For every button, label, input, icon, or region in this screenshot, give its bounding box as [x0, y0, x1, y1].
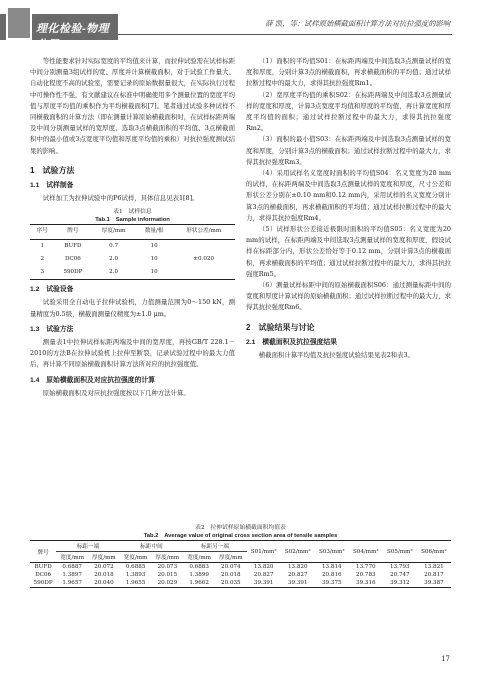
table1-cell: 1: [40, 242, 44, 249]
section-1-3-text: 测量表1中拉伸试样标距两端及中间的宽厚度，再按GB/T 228.1－2010的方法B在拉伸试验机上拉伸至断裂，记录试验过程中的最大力值后，再计算不同原始横截面积计算方法所对应的抗拉强度值。: [30, 338, 235, 369]
table1-cell: DC06: [64, 255, 81, 262]
journal-logo-text: 理化检验-物理分册: [36, 23, 110, 51]
table1: [30, 224, 235, 280]
table2-caption: [30, 524, 451, 540]
table1-cell: 2: [40, 255, 44, 262]
table2-cell: 590DP: [33, 580, 53, 586]
table2-area-header: S03/mm²: [318, 548, 345, 555]
table-row: [30, 579, 451, 588]
table2-group-header: 标距中间: [120, 541, 183, 552]
table2: [30, 540, 451, 588]
table2-cell: BUFD: [34, 564, 52, 570]
table1-header: 厚度/mm: [101, 228, 126, 235]
table-row: [30, 266, 235, 280]
table2-cell: 20.018: [94, 572, 114, 578]
method-4-paragraph: （4）采用试样名义宽度时面积的平均值S04：名义宽度为20 mm的试样，在标距两端及中间选取3点测量试样的宽度和厚度，尺寸公差和形状公差分别在±0.10 mm和0.12 mm内，采用试样的名义宽度分别计算3点的横截面积，再求横截面积的平均值；通过试样拉断过程中的最大力，求得其抗拉强度Rm4。: [246, 169, 451, 222]
logo-mark: [6, 6, 32, 40]
section-1-3-title: 1.3 试验方法: [30, 325, 74, 333]
table1-cell: [172, 266, 235, 280]
method-6-paragraph: （6）测量试样标距中间的原始横截面积S06：通过测量标距中间的宽度和厚度计算试样的原始横截面积；通过试样拉断过程中的最大力，求得其抗拉强度Rm6。: [246, 281, 451, 312]
section-1-1-title: 1.1 试样制备: [30, 182, 74, 190]
section-1-title: 1 试验方法: [30, 165, 75, 175]
table2-title-en: Tab.2 Average value of original cross section area of tensile samples: [143, 533, 338, 539]
table1-caption: [30, 208, 235, 224]
table-row: [30, 563, 451, 572]
header-rule: [118, 34, 452, 35]
table2-cell: 13.821: [424, 564, 444, 570]
table2-sub-header: 厚度/mm: [92, 555, 116, 561]
journal-logo: [0, 14, 118, 51]
table1-title-en: Tab.1 Sample information: [95, 217, 170, 224]
table2-cell: 20.015: [157, 572, 178, 578]
method-5-paragraph: （5）试样形状公差接近极限时面积的平均值S05：名义宽度为20 mm的试样，在标距两端及中间选取3点测量试样的宽度和厚度，假设试样在标距部分内，形状公差恰好等于0.12 mm，分别计算3点的横截面积，再求横截面积的平均值；通过试样拉断过程中的最大力，求得其抗拉强度Rm5。: [246, 225, 451, 278]
page-number: 17: [441, 655, 450, 663]
table2-cell: 0.6883: [189, 564, 209, 570]
table2-cell: 13.820: [287, 564, 308, 570]
table2-cell: 13.820: [253, 564, 274, 570]
table2-header-grade: 牌号: [37, 549, 49, 556]
table2-cell: 20.783: [356, 572, 376, 578]
table2-cell: 20.029: [157, 580, 178, 586]
section-1-2-title: 1.2 试验设备: [30, 286, 74, 294]
section-1-4-title: 1.4 原始横截面积及对应抗拉强度的计算: [30, 376, 155, 384]
table2-cell: 20.072: [94, 564, 114, 570]
table1-cell: 10: [150, 242, 158, 249]
table2-cell: 20.035: [221, 580, 241, 586]
table2-cell: DC06: [35, 572, 52, 578]
method-2-paragraph: （2）宽厚度平均值的乘积S02：在标距两端及中间选取3点测量试样的宽度和厚度，计算3点宽度平均值和厚度的平均值，再计算宽度和厚度平均值的面积；通过试样拉断过程中的最大力，求得其抗拉强度Rm2。: [246, 90, 451, 133]
table2-sub-header: 宽度/mm: [60, 555, 84, 561]
table2-cell: 13.770: [356, 564, 376, 570]
section-1-4-text: 原始横截面积及对应抗拉强度按以下几种方法计算。: [42, 388, 190, 397]
table2-cell: 0.6887: [62, 564, 82, 570]
table2-area-header: S01/mm²: [250, 548, 277, 555]
table2-cell: 0.6885: [125, 564, 146, 570]
section-1-2-text: 试验采用全自动电子拉伸试验机，力值测量范围为0～150 kN，测量精度为0.5级，横截面测量仪精度为±1.0 μm。: [30, 298, 235, 318]
table1-header: 序号: [36, 228, 48, 235]
table2-title-cn: 表2 拉伸试样原始横截面积均值表: [195, 525, 286, 531]
table2-area-header: S06/mm²: [421, 548, 447, 555]
table2-area-header: S05/mm²: [387, 548, 413, 555]
table2-sub-header: 宽度/mm: [187, 555, 211, 561]
right-column: [246, 56, 451, 361]
table2-cell: 20.817: [424, 572, 444, 578]
section-2-1-title: 2.1 横截面积及抗拉强度结果: [246, 338, 338, 346]
table2-cell: 39.312: [390, 580, 410, 586]
table2-cell: 39.316: [356, 580, 376, 586]
table2-cell: 20.827: [287, 572, 308, 578]
table2-cell: 1.9655: [125, 580, 146, 586]
method-3-paragraph: （3）面积的最小值S03：在标距两端及中间选取3点测量试样的宽度和厚度，分别计算3点的横截面积；通过试样拉断过程中的最大力，求得其抗拉强度Rm3。: [246, 135, 451, 166]
table2-cell: 1.9662: [189, 580, 209, 586]
running-head: 薛 凯，等：试样原始横截面积计算方法对抗拉强度的影响: [265, 19, 450, 28]
table1-header: 数量/根: [144, 228, 164, 235]
table1-cell: [172, 239, 235, 253]
table2-cell: 39.375: [321, 580, 342, 586]
method-1-paragraph: （1）面积的平均值S01：在标距两端及中间选取3点测量试样的宽度和厚度，分别计算3点的横截面积，再求横截面积的平均值；通过试样拉断过程中的最大力，求得其抗拉强度Rm1。: [246, 57, 451, 88]
table2-cell: 20.747: [390, 572, 410, 578]
table1-cell: 10: [150, 269, 158, 276]
table-row: [30, 253, 235, 266]
intro-paragraph: 等性能要求针对实际宽度的平均值来计算，而拉伸试验需在试样标距中间分别测量3组试样的宽、厚度并计算横截面积，对于试验工作量大、自动化程度不高的试验室，需要记录的原始数据量很大，在实际执行过程中可操作性不强，有文献建议在标准中明确使用多个测量位置的宽度平均值与厚度平均值的乘积作为平均横截面积[7]。笔者通过试验多种试样不同横截面积的计算方法（即在测量计算原始横截面积时，在试样标距两端及中间分别测量试样的宽厚度，选取3点横截面积的平均值、3点横截面积中的最小值或3点宽度平均值和厚度平均值的乘积）对抗拉强度测试结果的影响。: [30, 57, 235, 155]
table2-cell: 20.040: [94, 580, 114, 586]
table1-cell: 2.0: [109, 255, 119, 262]
table1-cell: 2.0: [109, 269, 119, 276]
table2-cell: 39.387: [424, 580, 444, 586]
table2-group-header: 标距另一端: [183, 541, 246, 552]
table2-cell: 13.793: [390, 564, 410, 570]
section-1-1-text: 试样加工为拉伸试验中的P6试样，具体信息见表1[8]。: [42, 194, 199, 203]
table2-cell: 39.391: [287, 580, 308, 586]
table1-title-cn: 表1 试样信息: [113, 209, 152, 216]
table2-area-header: S04/mm²: [352, 548, 379, 555]
table2-cell: 20.816: [321, 572, 342, 578]
table2-cell: 1.3899: [189, 572, 209, 578]
section-2-1-text: 横截面积计算平均值及抗拉强度试验结果见表2和表3。: [258, 351, 414, 360]
table1-cell: BUFD: [64, 242, 82, 249]
table2-cell: 20.827: [253, 572, 274, 578]
table2-cell: 1.3897: [62, 572, 82, 578]
table1-cell: 3: [40, 269, 44, 276]
page-header: [0, 0, 480, 51]
table2-cell: 1.9657: [62, 580, 82, 586]
table2-cell: 20.018: [221, 572, 241, 578]
table1-cell: 590DP: [63, 269, 83, 276]
section-2-title: 2 试验结果与讨论: [246, 322, 315, 332]
table2-cell: 13.814: [321, 564, 342, 570]
table1-cell: 10: [150, 255, 158, 262]
table2-area-header: S02/mm²: [284, 548, 311, 555]
table1-header: 牌号: [67, 228, 79, 235]
table2-cell: 39.391: [253, 580, 274, 586]
table2-group-header: 标距一端: [56, 541, 119, 552]
table1-header: 形状公差/mm: [186, 228, 222, 235]
table2-block: [30, 520, 451, 588]
left-column: [30, 56, 235, 399]
table2-cell: 20.074: [221, 564, 241, 570]
table-row: [30, 239, 235, 253]
table2-cell: 20.073: [157, 564, 178, 570]
table1-cell: ±0.020: [193, 255, 215, 262]
table2-cell: 1.3893: [125, 572, 146, 578]
table2-sub-header: 厚度/mm: [218, 555, 243, 561]
table2-sub-header: 宽度/mm: [123, 555, 148, 561]
table1-cell: 0.7: [109, 242, 119, 249]
table-row: [30, 571, 451, 579]
table2-sub-header: 厚度/mm: [155, 555, 180, 561]
